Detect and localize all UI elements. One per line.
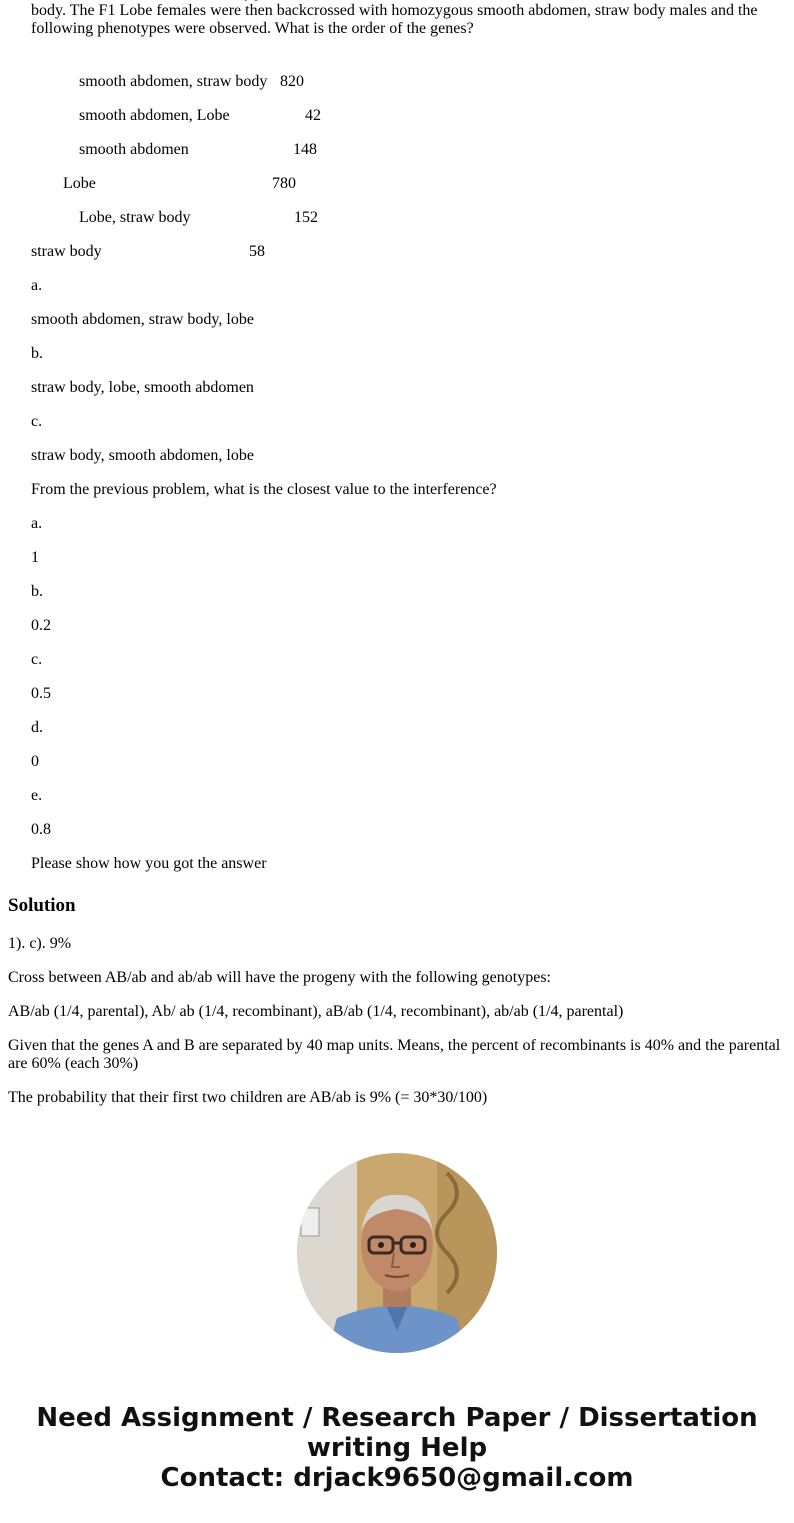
option-text: straw body, smooth abdomen, lobe	[31, 447, 254, 464]
phenotype-count: 148	[293, 141, 317, 158]
phenotype-label: smooth abdomen, straw body	[79, 73, 268, 90]
contact-banner	[0, 1403, 794, 1493]
phenotype-label: smooth abdomen, Lobe	[79, 107, 230, 124]
option-letter: a.	[31, 277, 43, 294]
solution-paragraph: Cross between AB/ab and ab/ab will have the progeny with the following genotypes:	[8, 969, 551, 986]
request-text: Please show how you got the answer	[31, 855, 267, 872]
solution-paragraph: 1). c). 9%	[8, 935, 72, 952]
option-letter: c.	[31, 413, 43, 430]
option-letter: b.	[31, 345, 43, 362]
option-text: 0.2	[31, 617, 51, 634]
option-letter: b.	[31, 583, 43, 600]
option-text: 0.5	[31, 685, 51, 702]
option-letter: c.	[31, 651, 43, 668]
option-text: 0	[31, 753, 39, 770]
solution-heading: Solution	[8, 895, 76, 916]
option-text: 1	[31, 549, 39, 566]
cta-line: writing Help	[306, 1433, 488, 1463]
phenotype-count: 780	[272, 175, 296, 192]
phenotype-count: 152	[294, 209, 318, 226]
phenotype-label: straw body	[31, 243, 102, 260]
option-letter: d.	[31, 719, 43, 736]
tutor-avatar	[297, 1153, 497, 1353]
solution-paragraph: AB/ab (1/4, parental), Ab/ ab (1/4, recombinant), aB/ab (1/4, recombinant), ab/ab (1/4, parental)	[8, 1003, 624, 1020]
phenotype-label: Lobe, straw body	[79, 209, 191, 226]
tutor-portrait-image	[297, 1153, 497, 1353]
cta-line: Need Assignment / Research Paper / Dissertation	[36, 1403, 758, 1433]
solution-paragraph: The probability that their first two children are AB/ab is 9% (= 30*30/100)	[8, 1089, 488, 1106]
option-text: 0.8	[31, 821, 51, 838]
solution-paragraph: Given that the genes A and B are separated by 40 map units. Means, the percent of recombinants is 40% and the parental are 60% (each 30%)	[8, 1037, 781, 1072]
option-text: smooth abdomen, straw body, lobe	[31, 311, 254, 328]
question-intro: body. The F1 Lobe females were then backcrossed with homozygous smooth abdomen, straw body males and the following phenotypes were observed. What is the order of the genes?	[31, 2, 758, 37]
phenotype-count: 820	[280, 73, 304, 90]
cta-contact-email: Contact: drjack9650@gmail.com	[160, 1463, 634, 1493]
phenotype-count: 42	[305, 107, 321, 124]
option-text: straw body, lobe, smooth abdomen	[31, 379, 254, 396]
option-letter: e.	[31, 787, 43, 804]
question2-text: From the previous problem, what is the closest value to the interference?	[31, 481, 497, 498]
option-letter: a.	[31, 515, 43, 532]
phenotype-count: 58	[249, 243, 265, 260]
phenotype-label: Lobe	[63, 175, 96, 192]
phenotype-label: smooth abdomen	[79, 141, 189, 158]
